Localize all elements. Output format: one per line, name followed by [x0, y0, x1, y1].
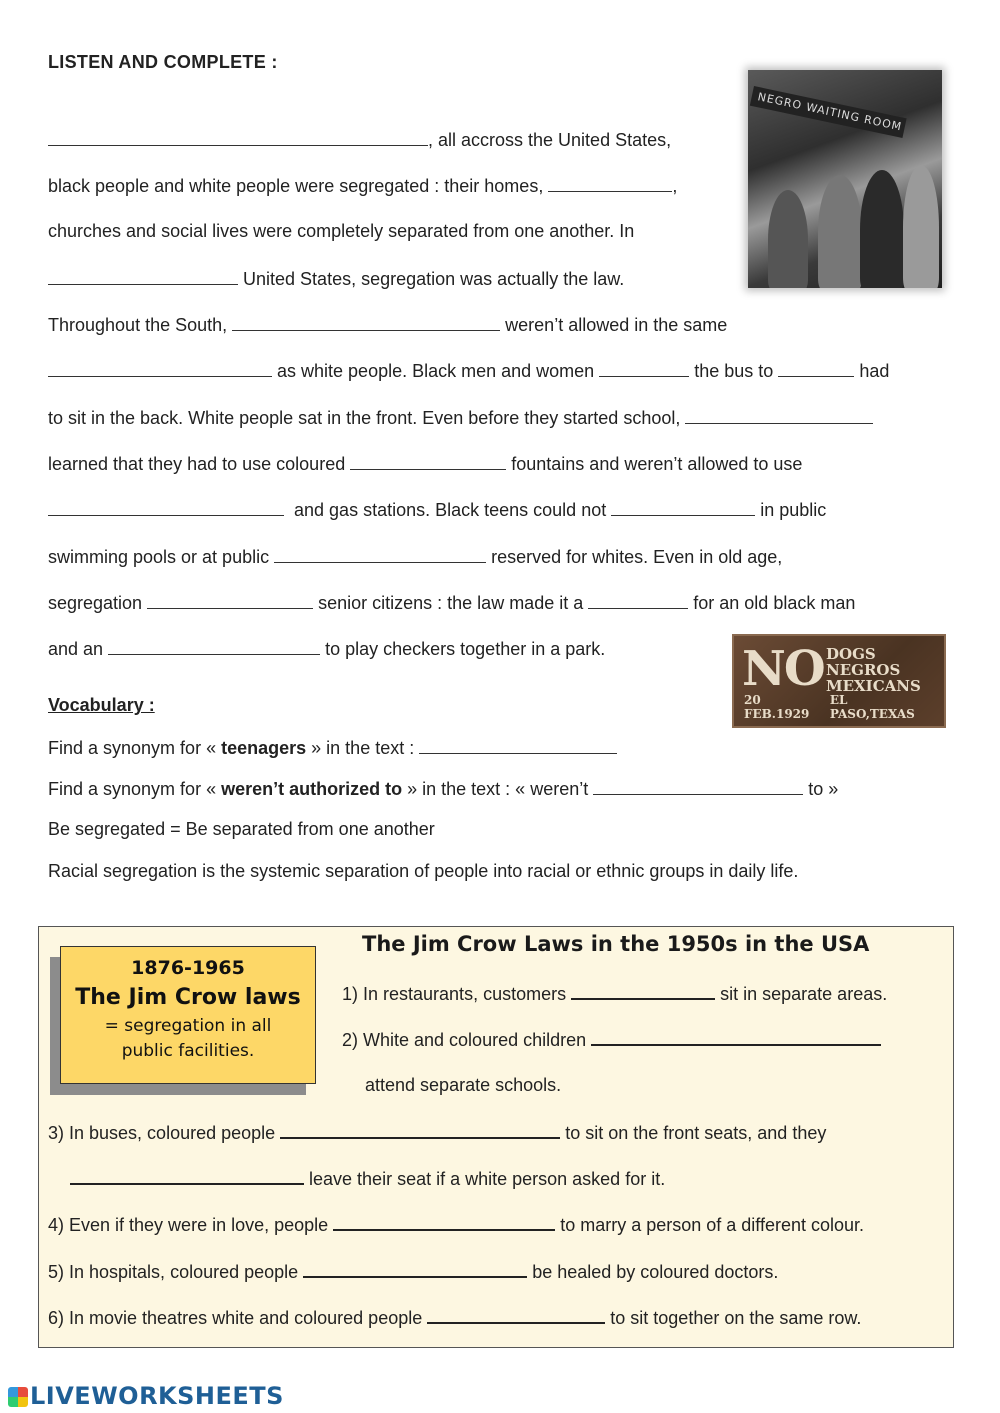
jim-crow-sentence-2-cont: attend separate schools. — [365, 1075, 562, 1095]
photo-figure — [903, 165, 939, 288]
vocab-definition-2: Racial segregation is the systemic separation of people into racial or ethnic groups in daily life. — [48, 861, 799, 881]
photo-figure — [818, 175, 862, 288]
answer-blank[interactable] — [48, 128, 428, 146]
plaque-list: DOGS NEGROS MEXICANS — [826, 645, 921, 695]
passage-line: segregation senior citizens : the law made it a for an old black man — [48, 593, 856, 613]
answer-blank[interactable] — [280, 1120, 560, 1139]
jim-crow-sentence-6: 6) In movie theatres white and coloured people to sit together on the same row. — [48, 1305, 861, 1329]
answer-blank[interactable] — [70, 1166, 304, 1185]
answer-blank[interactable] — [685, 406, 873, 424]
jim-crow-sentence-1: 1) In restaurants, customers sit in separate areas. — [342, 981, 887, 1005]
plaque-no: NO — [742, 641, 824, 697]
answer-blank[interactable] — [599, 359, 689, 377]
answer-blank[interactable] — [48, 498, 284, 516]
worksheet-title: LISTEN AND COMPLETE : — [48, 52, 278, 72]
passage-line: swimming pools or at public reserved for whites. Even in old age, — [48, 547, 783, 567]
jim-crow-sentence-3-cont: leave their seat if a white person asked for it. — [70, 1166, 665, 1190]
passage-line: Throughout the South, weren’t allowed in the same — [48, 315, 728, 335]
answer-blank[interactable] — [593, 777, 803, 795]
vocab-question-2: Find a synonym for « weren’t authorized to » in the text : « weren’t to » — [48, 779, 839, 799]
photo-figure — [860, 170, 904, 288]
passage-line: United States, segregation was actually the law. — [48, 267, 624, 290]
answer-blank[interactable] — [427, 1305, 605, 1324]
answer-blank[interactable] — [419, 736, 617, 754]
answer-blank[interactable] — [147, 591, 313, 609]
answer-blank[interactable] — [778, 359, 854, 377]
photo-sign: NEGRO WAITING ROOM — [750, 86, 907, 138]
jim-crow-sentence-3: 3) In buses, coloured people to sit on the front seats, and they — [48, 1120, 826, 1144]
answer-blank[interactable] — [611, 498, 755, 516]
date-card-subtitle: = segregation in all public facilities. — [104, 1016, 272, 1061]
answer-blank[interactable] — [232, 313, 500, 331]
jim-crow-sentence-5: 5) In hospitals, coloured people be healed by coloured doctors. — [48, 1259, 778, 1283]
logo-icon — [8, 1387, 28, 1407]
passage-line: and gas stations. Black teens could not in public — [48, 498, 826, 521]
vocabulary-heading: Vocabulary : — [48, 695, 155, 715]
answer-blank[interactable] — [108, 637, 320, 655]
passage-line: learned that they had to use coloured fountains and weren’t allowed to use — [48, 454, 803, 474]
photo-figure — [768, 190, 808, 288]
date-card-years: 1876-1965 — [131, 957, 245, 979]
jim-crow-title: The Jim Crow Laws in the 1950s in the USA — [362, 932, 870, 956]
passage-line: , all accross the United States, — [48, 128, 671, 151]
answer-blank[interactable] — [548, 174, 672, 192]
answer-blank[interactable] — [350, 452, 506, 470]
passage-line: churches and social lives were completely separated from one another. In — [48, 221, 635, 241]
answer-blank[interactable] — [48, 267, 238, 285]
vocab-question-1: Find a synonym for « teenagers » in the text : — [48, 736, 617, 759]
answer-blank[interactable] — [588, 591, 688, 609]
liveworksheets-logo[interactable]: LIVEWORKSHEETS — [8, 1382, 284, 1410]
answer-blank[interactable] — [333, 1212, 555, 1231]
answer-blank[interactable] — [571, 981, 715, 1000]
passage-line: as white people. Black men and women the bus to had — [48, 359, 889, 382]
date-card-name: The Jim Crow laws — [75, 985, 301, 1010]
no-dogs-sign-image — [732, 634, 946, 728]
answer-blank[interactable] — [274, 545, 486, 563]
passage-line: and an to play checkers together in a park. — [48, 639, 606, 659]
answer-blank[interactable] — [48, 359, 272, 377]
jim-crow-sentence-4: 4) Even if they were in love, people to marry a person of a different colour. — [48, 1212, 864, 1236]
vocab-definition-1: Be segregated = Be separated from one another — [48, 819, 435, 839]
passage-line: black people and white people were segregated : their homes, , — [48, 176, 678, 196]
waiting-room-photo — [748, 70, 942, 288]
jim-crow-date-card — [60, 946, 316, 1084]
answer-blank[interactable] — [591, 1027, 881, 1046]
jim-crow-sentence-2: 2) White and coloured children — [342, 1027, 881, 1051]
plaque-footer: 20 FEB.1929 EL PASO,TEXAS — [744, 693, 915, 721]
answer-blank[interactable] — [303, 1259, 527, 1278]
passage-line: to sit in the back. White people sat in the front. Even before they started school, — [48, 406, 873, 429]
